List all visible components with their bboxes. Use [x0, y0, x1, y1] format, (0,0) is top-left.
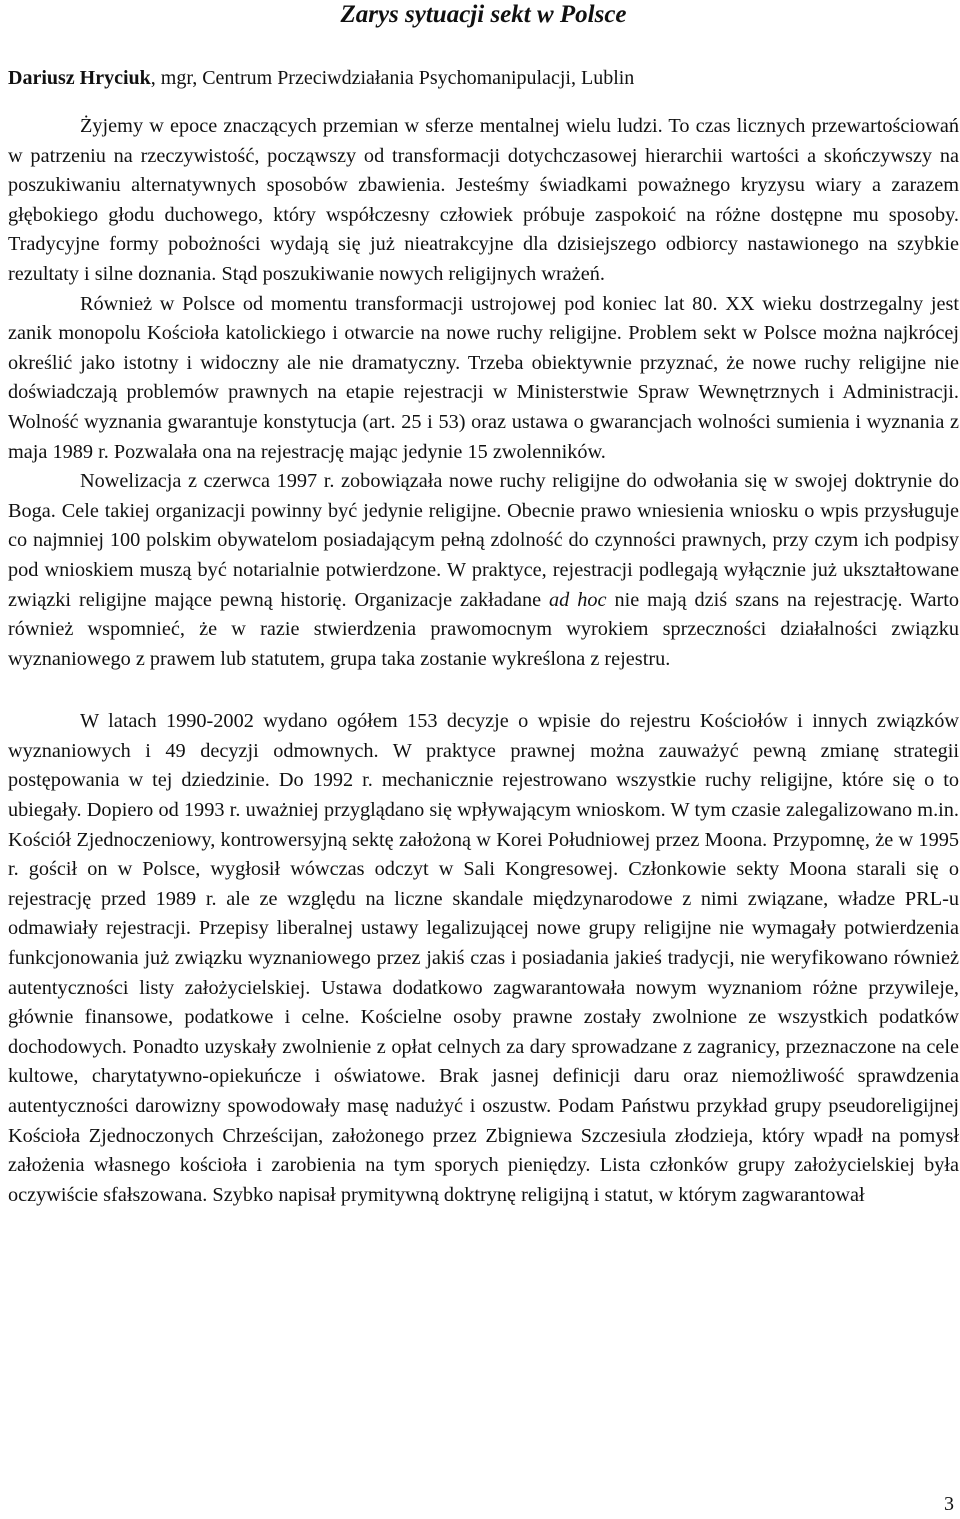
paragraph-2: Również w Polsce od momentu transformacji ustrojowej pod koniec lat 80. XX wieku dostrzegalny jest zanik monopolu Kościoła katolickiego i otwarcie na nowe ruchy religijne. Problem sekt w Polsce można najkrócej określić jako istotny i widoczny ale nie dramatyczny. Trzeba obiektywnie przyznać, że nowe ruchy religijne nie doświadczają problemów prawnych na etapie rejestracji w Ministerstwie Spraw Wewnętrznych i Administracji. Wolność wyznania gwarantuje konstytucja (art. 25 i 53) oraz ustawa o gwarancjach wolności sumienia i wyznania z maja 1989 r. Pozwalała ona na rejestrację mając jedynie 15 zwolenników.	[8, 292, 959, 463]
paragraph-3-text: Nowelizacja z czerwca 1997 r. zobowiązała nowe ruchy religijne do odwołania się w swojej doktrynie do Boga. Cele takiej organizacji powinny być jedynie religijne. Obecnie prawo wniesienia wniosku o wpis przysługuje co najmniej 100 polskim obywatelom posiadającym pełną zdolność do czynności prawnych, przy czym ich podpisy pod wnioskiem muszą być notarialnie potwierdzone. W praktyce, rejestracji podlegają wyłącznie już ukształtowane związki religijne mające pewną historię. Organizacje zakładane	[8, 470, 959, 611]
author-line	[8, 64, 959, 92]
author-name: Dariusz Hryciuk	[8, 67, 151, 89]
paragraph-3-italic: ad hoc	[549, 588, 607, 611]
paragraph-3-tail: nie mają dziś szans na rejestrację. Warto również wspomnieć, że w razie stwierdzenia prawomocnym wyrokiem sprzeczności działalności związku wyznaniowego z prawem lub statutem, grupa taka zostanie wykreślona z rejestru.	[8, 588, 960, 670]
document-title: Zarys sytuacji sekt w Polsce	[340, 1, 627, 28]
document-page	[8, 0, 959, 1210]
paragraph-4: W latach 1990-2002 wydano ogółem 153 decyzje o wpisie do rejestru Kościołów i innych związków wyznaniowych i 49 decyzji odmownych. W praktyce prawnej można zauważyć pewną zmianę strategii postępowania w tej dziedzinie. Do 1992 r. mechanicznie rejestrowano wszystkie ruchy religijne, które się o to ubiegały. Dopiero od 1993 r. uważniej przyglądano się wpływającym wnioskom. W tym czasie zalegalizowano m.in. Kościół Zjednoczeniowy, kontrowersyjną sektę założoną w Korei Południowej przez Moona. Przypomnę, że w 1995 r. gościł on w Polsce, wygłosił wówczas odczyt w Sali Kongresowej. Członkowie sekty Moona starali się o rejestrację przed 1989 r. ale ze względu na liczne skandale międzynarodowe z nimi związane, władze PRL-u odmawiały rejestracji. Przepisy liberalnej ustawy legalizującej nowe grupy religijne nie wymagały potwierdzenia funkcjonowania już związku wyznaniowego przez jakiś czas i posiadania jakieś tradycji, nie weryfikowano również autentyczności listy założycielskiej. Ustawa dodatkowo zagwarantowała nowym wyznaniom różne przywileje, głównie finansowe, podatkowe i celne. Kościelne osoby prawne zostały zwolnione ze wszystkich podatków dochodowych. Ponadto uzyskały zwolnienie z opłat celnych za dary sprowadzane z zagranicy, przeznaczone na cele kultowe, charytatywno-opiekuńcze i oświatowe. Brak jasnej definicji daru oraz niemożliwość sprawdzenia autentyczności darowizny spowodowały masę nadużyć i oszustw. Podam Państwu przykład grupy pseudoreligijnej Kościoła Zjednoczonych Chrześcijan, założonego przez Zbigniewa Szczesiula złodzieja, który wpadł na pomysł założenia własnego kościoła i zarobienia na tym sporych pieniędzy. Lista członków grupy założycielskiej była oczywiście sfałszowana. Szybko napisał prymitywną doktrynę religijną i statut, w którym zagwarantował	[8, 710, 959, 1206]
author-affiliation: , mgr, Centrum Przeciwdziałania Psychomanipulacji, Lublin	[150, 67, 635, 89]
paragraph-1: Żyjemy w epoce znaczących przemian w sferze mentalnej wielu ludzi. To czas licznych przewartościowań w patrzeniu na rzeczywistość, począwszy od transformacji dotychczasowej hierarchii wartości a skończywszy na poszukiwaniu alternatywnych sposobów zbawienia. Jesteśmy świadkami poważnego kryzysu wiary a zarazem głębokiego głodu duchowego, który współczesny człowiek próbuje zaspokoić na różne dostępne mu sposoby. Tradycyjne formy pobożności wydają się już nieatrakcyjne dla dzisiejszego odbiorcy nastawionego na szybkie rezultaty i silne doznania. Stąd poszukiwanie nowych religijnych wrażeń.	[8, 115, 959, 285]
paragraph-3	[8, 467, 959, 674]
page-number: 3	[944, 1493, 954, 1515]
